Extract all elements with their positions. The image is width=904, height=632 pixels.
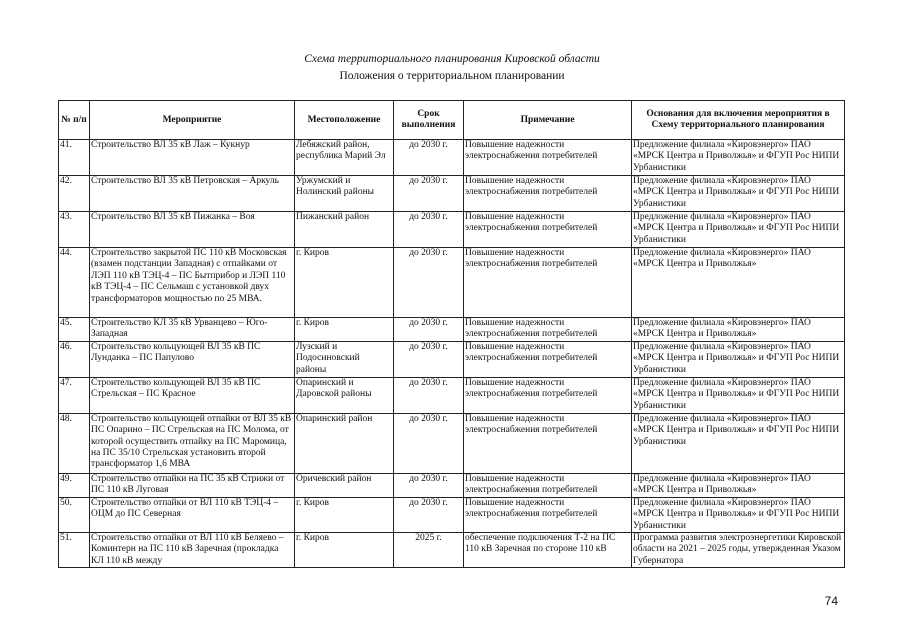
row-event: Строительство закрытой ПС 110 кВ Московская (взамен подстанции Западная) с отпайками от ЛЭП 110 кВ ТЭЦ-4 – ПС Бытприбор и ЛЭП 110 кВ ТЭЦ-4 – ПС Сельмаш с установкой двух трансформаторов мощностью по 25 МВА. [90,248,295,318]
row-location: Уржумский и Нолинский районы [295,176,394,212]
row-location: г. Киров [295,248,394,318]
table-row [59,473,845,497]
column-header-note: Примечание [464,101,632,140]
row-term: до 2030 г. [394,413,464,473]
row-note: Повышение надежности электроснабжения потребителей [464,212,632,248]
row-note: Повышение надежности электроснабжения потребителей [464,248,632,318]
row-event: Строительство КЛ 35 кВ Урванцево – Юго-Западная [90,318,295,342]
document-subtitle: Положения о территориальном планировании [339,70,565,82]
row-number: 46. [59,341,90,377]
row-event: Строительство ВЛ 35 кВ Лаж – Кукнур [90,140,295,176]
row-number: 50. [59,497,90,532]
row-location: Опаринский и Даровской районы [295,377,394,413]
row-number: 45. [59,318,90,342]
row-event: Строительство кольцующей отпайки от ВЛ 35 кВ ПС Опарино – ПС Стрельская на ПС Молома, от которой осуществить отпайку на ПС Маромица, на ПС 35/10 Стрельская установить второй трансформатор 1,6 МВА [90,413,295,473]
row-location: Лузский и Подосиновский районы [295,341,394,377]
table-row [59,413,845,473]
column-header-location: Местоположение [295,101,394,140]
row-event: Строительство кольцующей ВЛ 35 кВ ПС Стрельская – ПС Красное [90,377,295,413]
row-basis: Предложение филиала «Кировэнерго» ПАО «МРСК Центра и Приволжья» и ФГУП Рос НИПИ Урбанистики [632,497,845,532]
row-term: до 2030 г. [394,341,464,377]
document-title: Схема территориального планирования Кировской области [304,53,600,65]
row-location: Оричевский район [295,473,394,497]
row-basis: Предложение филиала «Кировэнерго» ПАО «МРСК Центра и Приволжья» [632,473,845,497]
row-term: до 2030 г. [394,318,464,342]
row-event: Строительство отпайки на ПС 35 кВ Стрижи от ПС 110 кВ Луговая [90,473,295,497]
row-note: Повышение надежности электроснабжения потребителей [464,497,632,532]
row-basis: Предложение филиала «Кировэнерго» ПАО «МРСК Центра и Приволжья» и ФГУП Рос НИПИ Урбанистики [632,212,845,248]
row-basis: Предложение филиала «Кировэнерго» ПАО «МРСК Центра и Приволжья» [632,318,845,342]
row-number: 44. [59,248,90,318]
row-note: Повышение надежности электроснабжения потребителей [464,341,632,377]
row-note: Повышение надежности электроснабжения потребителей [464,473,632,497]
measures-table [58,100,845,568]
row-event: Строительство кольцующей ВЛ 35 кВ ПС Лунданка – ПС Папулово [90,341,295,377]
row-note: обеспечение подключения Т-2 на ПС 110 кВ Заречная по стороне 110 кВ [464,533,632,568]
row-basis: Предложение филиала «Кировэнерго» ПАО «МРСК Центра и Приволжья» и ФГУП Рос НИПИ Урбанистики [632,377,845,413]
row-location: Пижанский район [295,212,394,248]
row-basis: Предложение филиала «Кировэнерго» ПАО «МРСК Центра и Приволжья» и ФГУП Рос НИПИ Урбанистики [632,413,845,473]
row-location: г. Киров [295,318,394,342]
row-number: 42. [59,176,90,212]
row-note: Повышение надежности электроснабжения потребителей [464,413,632,473]
table-row [59,533,845,568]
table-row [59,248,845,318]
row-term: 2025 г. [394,533,464,568]
row-number: 51. [59,533,90,568]
row-number: 41. [59,140,90,176]
table-row [59,341,845,377]
document-header [0,52,904,84]
row-location: Лебяжский район, республика Марий Эл [295,140,394,176]
row-location: г. Киров [295,497,394,532]
row-note: Повышение надежности электроснабжения потребителей [464,377,632,413]
row-basis: Предложение филиала «Кировэнерго» ПАО «МРСК Центра и Приволжья» и ФГУП Рос НИПИ Урбанистики [632,140,845,176]
table-row [59,497,845,532]
row-term: до 2030 г. [394,248,464,318]
table-row [59,212,845,248]
row-note: Повышение надежности электроснабжения потребителей [464,176,632,212]
row-note: Повышение надежности электроснабжения потребителей [464,140,632,176]
row-term: до 2030 г. [394,176,464,212]
row-event: Строительство отпайки от ВЛ 110 кВ ТЭЦ-4 – ОЦМ до ПС Северная [90,497,295,532]
column-header-basis: Основания для включения мероприятия в Схему территориального планирования [632,101,845,140]
page-number: 74 [824,594,838,608]
column-header-number: № п/п [59,101,90,140]
table-header-row [59,101,845,140]
table-row [59,377,845,413]
row-basis: Предложение филиала «Кировэнерго» ПАО «МРСК Центра и Приволжья» и ФГУП Рос НИПИ Урбанистики [632,176,845,212]
row-number: 47. [59,377,90,413]
row-number: 43. [59,212,90,248]
row-number: 49. [59,473,90,497]
row-number: 48. [59,413,90,473]
row-term: до 2030 г. [394,473,464,497]
row-note: Повышение надежности электроснабжения потребителей [464,318,632,342]
row-location: Опаринский район [295,413,394,473]
row-term: до 2030 г. [394,140,464,176]
row-term: до 2030 г. [394,497,464,532]
row-basis: Предложение филиала «Кировэнерго» ПАО «МРСК Центра и Приволжья» и ФГУП Рос НИПИ Урбанистики [632,341,845,377]
row-location: г. Киров [295,533,394,568]
column-header-event: Мероприятие [90,101,295,140]
table-row [59,318,845,342]
row-term: до 2030 г. [394,212,464,248]
row-event: Строительство ВЛ 35 кВ Пижанка – Воя [90,212,295,248]
table-row [59,140,845,176]
row-basis: Предложение филиала «Кировэнерго» ПАО «МРСК Центра и Приволжья» [632,248,845,318]
row-event: Строительство отпайки от ВЛ 110 кВ Беляево – Коминтерн на ПС 110 кВ Заречная (прокладка КЛ 110 кВ между [90,533,295,568]
table-row [59,176,845,212]
column-header-term: Срок выполнения [394,101,464,140]
row-event: Строительство ВЛ 35 кВ Петровская – Аркуль [90,176,295,212]
row-basis: Программа развития электроэнергетики Кировской области на 2021 – 2025 годы, утвержденная Указом Губернатора [632,533,845,568]
row-term: до 2030 г. [394,377,464,413]
